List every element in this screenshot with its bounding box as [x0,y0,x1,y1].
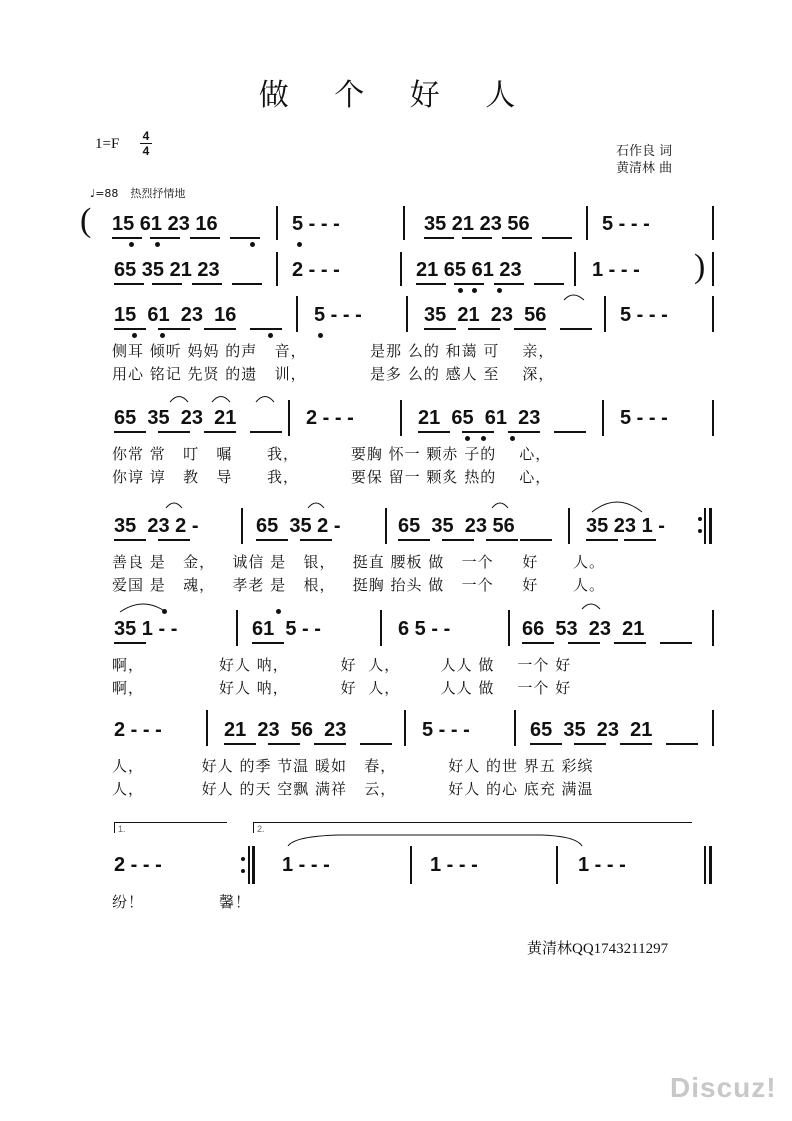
eighth-beam [620,743,652,745]
eighth-beam [158,328,190,330]
high-octave-dot [276,609,281,614]
low-octave-dot [297,242,302,247]
lyricist-credit: 石作良 词 [616,144,673,159]
eighth-beam [256,539,288,541]
measure-14: 2 - - - [306,407,354,429]
lyric-line: 侧耳 倾听 妈妈 的声 音， 是那 么的 和蔼 可 亲， [112,342,555,360]
measure-13: 65 35 23 21 [114,407,237,429]
bar-line [410,846,412,884]
measure-22: 61 5 - - [252,618,321,640]
repeat-bar-thick [252,846,255,884]
eighth-beam [398,539,430,541]
low-octave-dot [129,242,134,247]
low-octave-dot [481,436,486,441]
measure-24: 66 53 23 21 [522,618,645,640]
eighth-beam [424,328,456,330]
bar-line [712,252,714,286]
lyric-line: 爱国 是 魂， 孝老 是 根， 挺胸 抬头 做 一个 好 人。 [112,576,606,594]
first-ending-bracket [114,822,227,833]
measure-23: 6 5 - - [398,618,451,640]
measure-25: 2 - - - [114,719,162,741]
low-octave-dot [458,288,463,293]
eighth-beam [224,743,256,745]
low-octave-dot [160,333,165,338]
second-ending-label: 2. [257,824,265,834]
lyric-line: 用心 铭记 先贤 的遗 训， 是多 么的 感人 至 深， [112,365,555,383]
eighth-beam [486,539,518,541]
bar-line [241,508,243,544]
bar-line [712,610,714,646]
low-octave-dot [497,288,502,293]
measure-5: 65 35 21 23 [114,259,220,281]
bar-line [602,400,604,436]
slur [564,295,584,300]
final-bar-thin [704,846,706,884]
measure-21: 35 1 - - [114,618,178,640]
eighth-beam [112,237,142,239]
eighth-beam [530,743,562,745]
final-bar-thick [709,508,712,544]
eighth-beam [192,283,222,285]
lyric-line: 你谆 谆 教 导 我， 要保 留一 颗炙 热的 心， [112,468,552,486]
measure-1: 15 61 23 16 [112,213,218,235]
eighth-beam [300,539,332,541]
lyric-line: 你常 常 叮 嘱 我， 要胸 怀一 颗赤 子的 心， [112,445,552,463]
eighth-beam [560,328,592,330]
measure-19: 65 35 23 56 [398,515,515,537]
eighth-beam [418,431,450,433]
slur [170,397,188,403]
eighth-beam [614,642,646,644]
measure-4: 5 - - - [602,213,650,235]
tempo-mark: ♩=88 [90,187,119,200]
bar-line [296,296,298,332]
slur [166,503,182,508]
measure-26: 21 23 56 23 [224,719,347,741]
repeat-dot [241,857,245,861]
low-octave-dot [472,288,477,293]
slur [592,502,642,512]
measure-17: 35 23 2 - [114,515,199,537]
eighth-beam [232,283,262,285]
eighth-beam [514,328,546,330]
bar-line [276,252,278,286]
eighth-beam [660,642,692,644]
low-octave-dot [250,242,255,247]
low-octave-dot [510,436,515,441]
eighth-beam [494,283,524,285]
lyric-line: 人， 好人 的天 空飘 满祥 云， 好人 的心 底充 满温 [112,780,594,798]
bar-line [604,296,606,332]
slur [212,397,230,403]
measure-7: 21 65 61 23 [416,259,522,281]
song-title: 做 个 好 人 [258,78,534,113]
bar-line [288,400,290,436]
measure-27: 5 - - - [422,719,470,741]
eighth-beam [204,328,236,330]
measure-16: 5 - - - [620,407,668,429]
eighth-beam [268,743,300,745]
tempo-marking [90,185,185,201]
measure-10: 5 - - - [314,304,362,326]
measure-6: 2 - - - [292,259,340,281]
lyric-line: 啊， 好人 呐， 好 人， 人人 做 一个 好 [112,656,572,674]
low-octave-dot [155,242,160,247]
repeat-bar-thin [248,846,250,884]
eighth-beam [554,431,586,433]
meter-bottom: 4 [142,144,150,158]
bar-line [514,710,516,746]
low-octave-dot [465,436,470,441]
bar-line [385,508,387,544]
eighth-beam [462,431,494,433]
repeat-dot [698,517,702,521]
bar-line [556,846,558,884]
eighth-beam [424,237,454,239]
low-octave-dot [132,333,137,338]
eighth-beam [252,642,284,644]
eighth-beam [250,431,282,433]
bar-line [404,710,406,746]
measure-32: 1 - - - [578,854,626,876]
lyric-line: 人， 好人 的季 节温 暖如 春， 好人 的世 界五 彩缤 [112,757,594,775]
bar-line [403,206,405,240]
measure-20: 35 23 1 - [586,515,665,537]
author-signature: 黄清林QQ1743211297 [527,941,669,957]
slur [120,604,166,612]
eighth-beam [520,539,552,541]
measure-15: 21 65 61 23 [418,407,541,429]
measure-9: 15 61 23 16 [114,304,237,326]
lyric-line: 善良 是 金， 诚信 是 银， 挺直 腰板 做 一个 好 人。 [112,553,606,571]
second-ending-bracket [253,822,692,833]
intro-open-paren: ( [80,202,92,239]
bar-line [586,206,588,240]
lyric-line: 啊， 好人 呐， 好 人， 人人 做 一个 好 [112,679,572,697]
eighth-beam [114,539,146,541]
composer-credit: 黄清林 曲 [616,161,673,176]
eighth-beam [314,743,346,745]
slur [256,397,274,403]
bar-line [712,710,714,746]
eighth-beam [190,237,220,239]
measure-11: 35 21 23 56 [424,304,547,326]
eighth-beam [442,539,474,541]
slur [288,835,582,846]
eighth-beam [114,431,146,433]
eighth-beam [624,539,656,541]
eighth-beam [454,283,484,285]
eighth-beam [150,237,180,239]
bar-line [400,400,402,436]
eighth-beam [360,743,392,745]
slur [582,604,600,609]
bar-line [508,610,510,646]
eighth-beam [542,237,572,239]
expression-mark: 热烈抒情地 [130,187,186,200]
eighth-beam [416,283,446,285]
time-signature [140,130,152,157]
eighth-beam [204,431,236,433]
measure-30: 1 - - - [282,854,330,876]
repeat-dot [698,529,702,533]
measure-2: 5 - - - [292,213,340,235]
bar-line [574,252,576,286]
eighth-beam [568,642,600,644]
meter-top: 4 [142,129,150,143]
eighth-beam [158,539,190,541]
eighth-beam [114,283,144,285]
eighth-beam [230,237,260,239]
low-octave-dot [268,333,273,338]
bar-line [276,206,278,240]
eighth-beam [534,283,564,285]
eighth-beam [574,743,606,745]
eighth-beam [468,328,500,330]
bar-line [568,508,570,544]
bar-line [236,610,238,646]
eighth-beam [462,237,492,239]
eighth-beam [666,743,698,745]
bar-line [712,206,714,240]
final-bar-thin [704,508,706,544]
measure-28: 65 35 23 21 [530,719,653,741]
measure-31: 1 - - - [430,854,478,876]
bar-line [712,296,714,332]
key-signature: 1=F [95,136,120,152]
measure-29: 2 - - - [114,854,162,876]
measure-3: 35 21 23 56 [424,213,530,235]
eighth-beam [586,539,618,541]
eighth-beam [158,431,190,433]
eighth-beam [522,642,554,644]
bar-line [400,252,402,286]
eighth-beam [152,283,182,285]
measure-12: 5 - - - [620,304,668,326]
bar-line [380,610,382,646]
lyric-line: 纷！ 馨！ [112,893,251,911]
eighth-beam [508,431,540,433]
slur [308,503,324,508]
measure-8: 1 - - - [592,259,640,281]
bar-line [406,296,408,332]
eighth-beam [114,642,146,644]
discuz-watermark: Discuz! [670,1072,777,1103]
repeat-dot [241,869,245,873]
high-octave-dot [162,609,167,614]
intro-close-paren: ) [694,248,706,285]
measure-18: 65 35 2 - [256,515,341,537]
low-octave-dot [318,333,323,338]
bar-line [712,400,714,436]
slur [492,503,508,508]
eighth-beam [250,328,282,330]
first-ending-label: 1. [118,824,126,834]
final-bar-thick [709,846,712,884]
eighth-beam [502,237,532,239]
eighth-beam [114,328,146,330]
bar-line [206,710,208,746]
